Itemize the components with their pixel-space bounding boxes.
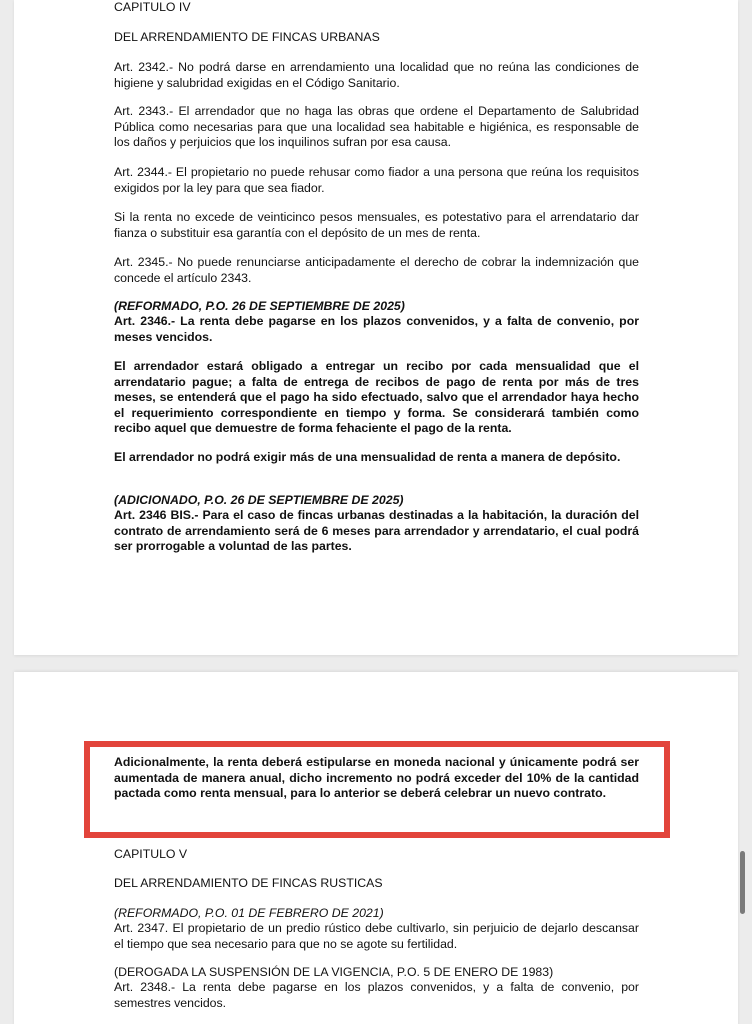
reform-note-2347: (REFORMADO, P.O. 01 DE FEBRERO DE 2021)	[114, 906, 384, 920]
article-2344: Art. 2344.- El propietario no puede rehusar como fiador a una persona que reúna los requisitos exigidos por la ley para que sea fiador.	[114, 165, 639, 195]
article-2343: Art. 2343.- El arrendador que no haga las obras que ordene el Departamento de Salubridad Pública como necesarias para que una localidad sea habitable e higiénica, es responsable de los daños y perjuicios que los inquilinos sufran por esa causa.	[114, 104, 639, 149]
article-2346-paragraph-2: El arrendador estará obligado a entregar un recibo por cada mensualidad que el arrendatario pague; a falta de entrega de recibos de pago de renta por más de tres meses, se entenderá que el pago ha sido efectuado, salvo que el arrendador haya hecho el requerimiento correspondiente en tiempo y forma. Se considerará también como recibo aquel que demuestre de forma fehaciente el pago de la renta.	[114, 359, 639, 435]
article-2346: Art. 2346.- La renta debe pagarse en los plazos convenidos, y a falta de convenio, por meses vencidos.	[114, 314, 639, 344]
article-2345: Art. 2345.- No puede renunciarse anticipadamente el derecho de cobrar la indemnización que concede el artículo 2343.	[114, 255, 639, 285]
chapter-5-subtitle: DEL ARRENDAMIENTO DE FINCAS RUSTICAS	[114, 876, 383, 890]
addition-note-2346bis: (ADICIONADO, P.O. 26 DE SEPTIEMBRE DE 2025)	[114, 493, 404, 507]
reform-note-2346: (REFORMADO, P.O. 26 DE SEPTIEMBRE DE 2025)	[114, 299, 405, 313]
chapter-4-subtitle: DEL ARRENDAMIENTO DE FINCAS URBANAS	[114, 30, 380, 44]
article-2342: Art. 2342.- No podrá darse en arrendamiento una localidad que no reúna las condiciones de higiene y salubridad exigidas en el Código Sanitario.	[114, 60, 639, 90]
article-2346-bis: Art. 2346 BIS.- Para el caso de fincas urbanas destinadas a la habitación, la duración del contrato de arrendamiento será de 6 meses para arrendador y arrendatario, el cual podrá ser prorrogable a voluntad de las partes.	[114, 508, 639, 553]
document-page-1	[14, 0, 738, 655]
article-2348: Art. 2348.- La renta debe pagarse en los plazos convenidos, y a falta de convenio, por semestres vencidos.	[114, 980, 639, 1010]
article-2346-paragraph-3: El arrendador no podrá exigir más de una mensualidad de renta a manera de depósito.	[114, 450, 621, 464]
chapter-4-title: CAPITULO IV	[114, 0, 191, 14]
document-page-2	[14, 672, 738, 1024]
chapter-5-title: CAPITULO V	[114, 847, 188, 861]
scrollbar-thumb[interactable]	[740, 851, 745, 914]
derogation-note-2348: (DEROGADA LA SUSPENSIÓN DE LA VIGENCIA, P.O. 5 DE ENERO DE 1983)	[114, 965, 554, 979]
highlighted-paragraph: Adicionalmente, la renta deberá estipularse en moneda nacional y únicamente podrá ser aumentada de manera anual, dicho incremento no podrá exceder del 10% de la cantidad pactada como renta mensual, para lo anterior se deberá celebrar un nuevo contrato.	[114, 755, 639, 800]
article-2344-paragraph-2: Si la renta no excede de veinticinco pesos mensuales, es potestativo para el arrendatario dar fianza o substituir esa garantía con el depósito de un mes de renta.	[114, 210, 639, 240]
article-2347: Art. 2347. El propietario de un predio rústico debe cultivarlo, sin perjuicio de dejarlo descansar el tiempo que sea necesario para que no se agote su fertilidad.	[114, 921, 639, 951]
